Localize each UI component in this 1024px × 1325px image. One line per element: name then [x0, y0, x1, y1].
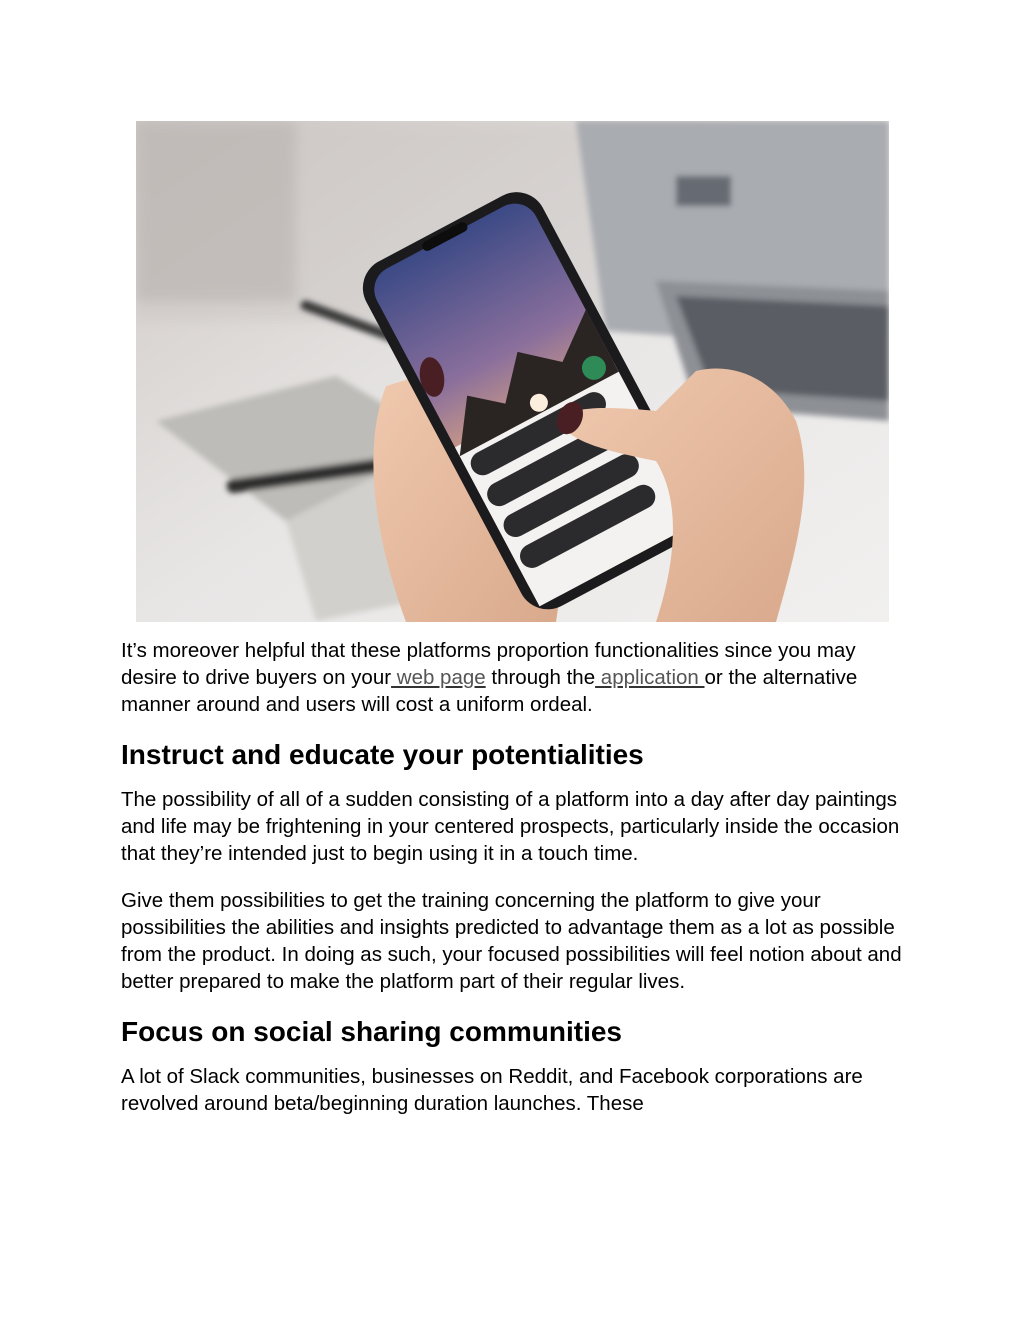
article-body: [121, 637, 911, 1137]
paragraph-text: through the: [485, 666, 596, 689]
heading-social: Focus on social sharing communities: [121, 1016, 622, 1047]
paragraph-possibility: The possibility of all of a sudden consisting of a platform into a day after day paintings and life may be frightening in your centered prospects, particularly inside the occasion that they’re intended just to begin using it in a touch time.: [121, 788, 900, 865]
paragraph-text: or the alternative manner around and users will cost a uniform ordeal.: [121, 666, 858, 716]
paragraph-intro: [121, 637, 911, 718]
web-page-link[interactable]: web page: [391, 666, 486, 689]
application-link[interactable]: application: [595, 666, 705, 689]
heading-instruct: Instruct and educate your potentialities: [121, 739, 644, 770]
paragraph-text: It’s moreover helpful that these platforms proportion functionalities since you may desire to drive buyers on your: [121, 639, 856, 689]
paragraph-training: Give them possibilities to get the training concerning the platform to give your possibilities the abilities and insights predicted to advantage them as a lot as possible from the product. In doing as such, your focused possibilities will feel notion about and better prepared to make the platform part of their regular lives.: [121, 889, 902, 993]
paragraph-communities: A lot of Slack communities, businesses on Reddit, and Facebook corporations are revolved around beta/beginning duration launches. These: [121, 1065, 863, 1115]
article-photo: [136, 121, 889, 622]
hand-holding-phone-illustration: [136, 121, 889, 622]
